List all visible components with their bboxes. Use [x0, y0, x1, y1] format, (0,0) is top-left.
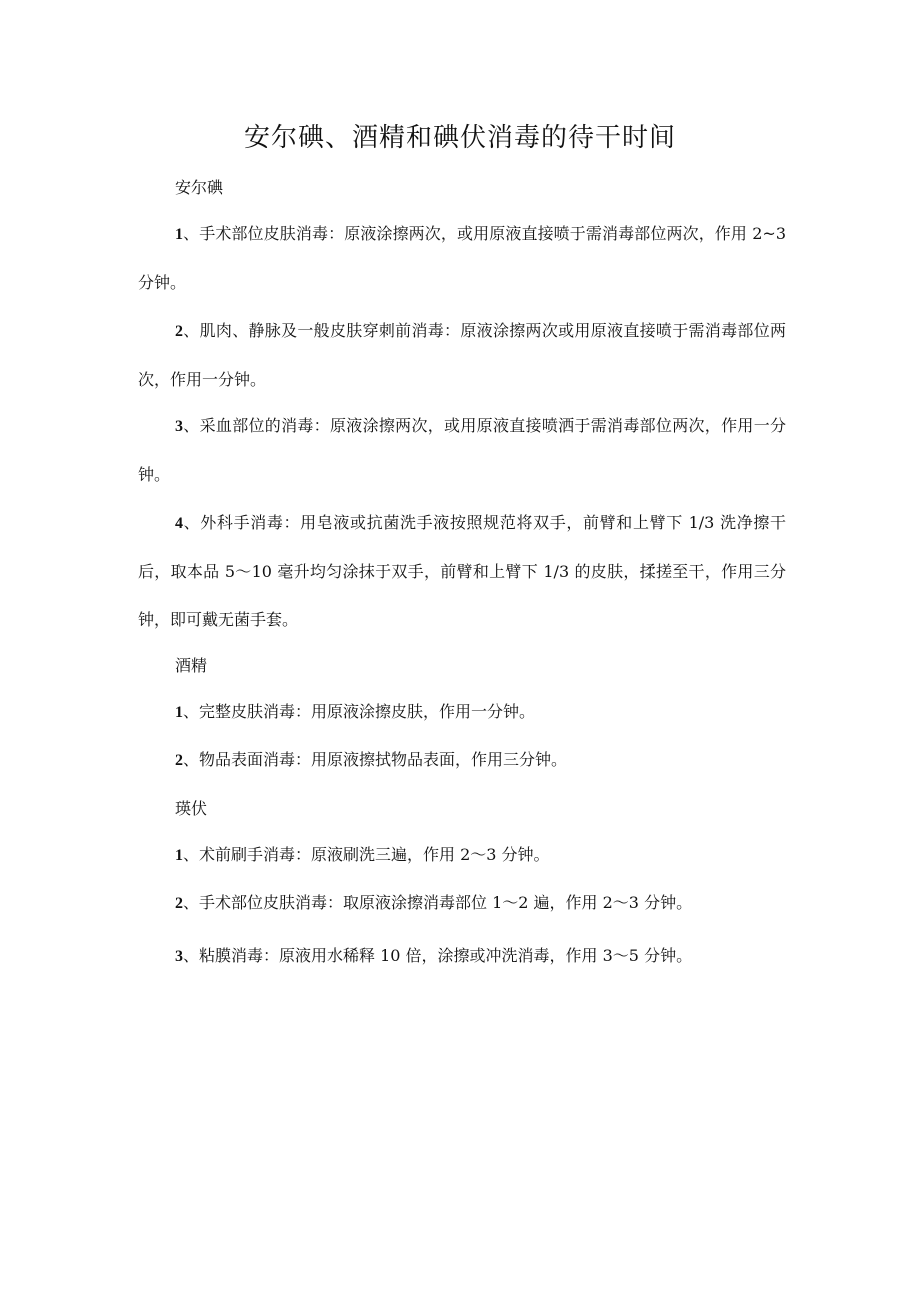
- item-text: 、物品表面消毒：用原液擦拭物品表面，作用三分钟。: [183, 750, 568, 769]
- item-text: 、手术部位皮肤消毒：原液涂擦两次，或用原液直接喷于需消毒部位两次，作用 2~3 分钟。: [138, 224, 786, 292]
- section-heading-anerdian: 安尔碘: [175, 178, 224, 197]
- list-item: [138, 210, 786, 307]
- item-text: 、手术部位皮肤消毒：取原液涂擦消毒部位 1～2 遍，作用 2～3 分钟。: [183, 893, 693, 912]
- item-number: 1: [175, 226, 183, 243]
- item-text: 、外科手消毒：用皂液或抗菌洗手液按照规范将双手，前臂和上臂下 1/3 洗净擦干后，取本品 5～10 毫升均匀涂抹于双手，前臂和上臂下 1/3 的皮肤，揉搓至干，作用三分钟，即可戴无菌手套。: [138, 513, 786, 629]
- list-item: [138, 932, 786, 981]
- list-item: [138, 307, 786, 404]
- list-item: [138, 831, 786, 880]
- item-text: 、粘膜消毒：原液用水稀释 10 倍，涂擦或冲洗消毒，作用 3～5 分钟。: [183, 946, 693, 965]
- item-number: 4: [175, 515, 183, 532]
- item-number: 3: [175, 418, 183, 435]
- item-number: 1: [175, 704, 183, 721]
- item-number: 3: [175, 948, 183, 965]
- list-item: [138, 402, 786, 499]
- item-text: 、采血部位的消毒：原液涂擦两次，或用原液直接喷洒于需消毒部位两次，作用一分钟。: [138, 416, 786, 484]
- list-item: [138, 499, 786, 644]
- list-item: [138, 879, 786, 928]
- item-number: 2: [175, 752, 183, 769]
- item-text: 、完整皮肤消毒：用原液涂擦皮肤，作用一分钟。: [183, 702, 536, 721]
- item-text: 、术前刷手消毒：原液刷洗三遍，作用 2～3 分钟。: [183, 845, 550, 864]
- list-item: [138, 736, 786, 785]
- item-number: 2: [175, 895, 183, 912]
- list-item: [138, 688, 786, 737]
- item-number: 1: [175, 847, 183, 864]
- document-title: 安尔碘、酒精和碘伏消毒的待干时间: [243, 123, 676, 153]
- section-heading-alcohol: 酒精: [175, 656, 208, 675]
- item-number: 2: [175, 323, 183, 340]
- item-text: 、肌肉、静脉及一般皮肤穿刺前消毒：原液涂擦两次或用原液直接喷于需消毒部位两次，作用一分钟。: [138, 321, 786, 389]
- section-heading-iodophor: 瑛伏: [175, 799, 208, 818]
